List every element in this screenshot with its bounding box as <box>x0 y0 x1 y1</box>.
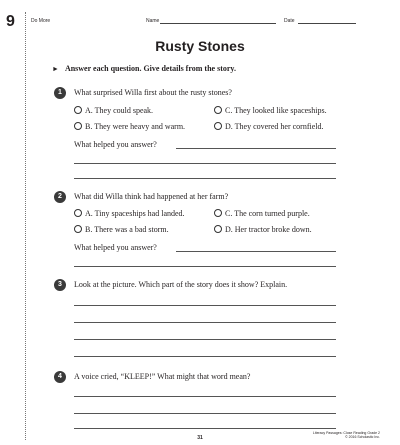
question-text-4: A voice cried, “KLEEP!” What might that word mean? <box>74 372 251 381</box>
answer-line[interactable] <box>74 413 336 414</box>
radio-icon[interactable] <box>214 106 222 114</box>
question-number-3: 3 <box>54 279 66 291</box>
answer-line[interactable] <box>176 251 336 252</box>
page-title: Rusty Stones <box>155 38 245 54</box>
option-2c[interactable]: C. The corn turned purple. <box>214 209 310 218</box>
answer-line[interactable] <box>74 178 336 179</box>
name-label: Name <box>146 18 160 24</box>
instruction <box>52 64 236 73</box>
question-text-1: What surprised Willa first about the rusty stones? <box>74 88 232 97</box>
question-number-4: 4 <box>54 371 66 383</box>
answer-line[interactable] <box>74 356 336 357</box>
page-number: 31 <box>197 435 203 441</box>
name-field[interactable] <box>160 23 276 24</box>
radio-icon[interactable] <box>74 209 82 217</box>
answer-line[interactable] <box>74 339 336 340</box>
answer-line[interactable] <box>74 163 336 164</box>
option-2d[interactable]: D. Her tractor broke down. <box>214 225 312 234</box>
radio-icon[interactable] <box>74 106 82 114</box>
answer-line[interactable] <box>74 428 336 429</box>
option-2b[interactable]: B. There was a bad storm. <box>74 225 169 234</box>
option-2a[interactable]: A. Tiny spaceships had landed. <box>74 209 185 218</box>
instruction-text: Answer each question. Give details from the story. <box>64 64 236 73</box>
answer-line[interactable] <box>74 396 336 397</box>
answer-line[interactable] <box>74 322 336 323</box>
answer-line[interactable] <box>74 305 336 306</box>
date-field[interactable] <box>298 23 356 24</box>
option-1c[interactable]: C. They looked like spaceships. <box>214 106 327 115</box>
help-label-2: What helped you answer? <box>74 243 157 252</box>
question-number-1: 1 <box>54 87 66 99</box>
page-margin-rule <box>25 12 26 440</box>
publisher-credit: Literacy Passages: Close Reading Grade 2 © 2016 Scholastic Inc. <box>312 431 380 439</box>
question-text-2: What did Willa think had happened at her farm? <box>74 192 229 201</box>
unit-number: 9 <box>6 13 15 30</box>
radio-icon[interactable] <box>214 225 222 233</box>
option-1a[interactable]: A. They could speak. <box>74 106 153 115</box>
option-1d[interactable]: D. They covered her cornfield. <box>214 122 323 131</box>
question-number-2: 2 <box>54 191 66 203</box>
question-text-3: Look at the picture. Which part of the story does it show? Explain. <box>74 280 288 289</box>
option-1b[interactable]: B. They were heavy and warm. <box>74 122 185 131</box>
radio-icon[interactable] <box>214 122 222 130</box>
arrow-icon: ► <box>52 65 59 73</box>
unit-label: Do More <box>31 18 51 24</box>
answer-line[interactable] <box>74 266 336 267</box>
radio-icon[interactable] <box>214 209 222 217</box>
radio-icon[interactable] <box>74 225 82 233</box>
radio-icon[interactable] <box>74 122 82 130</box>
answer-line[interactable] <box>176 148 336 149</box>
date-label: Date <box>284 18 295 24</box>
help-label-1: What helped you answer? <box>74 140 157 149</box>
